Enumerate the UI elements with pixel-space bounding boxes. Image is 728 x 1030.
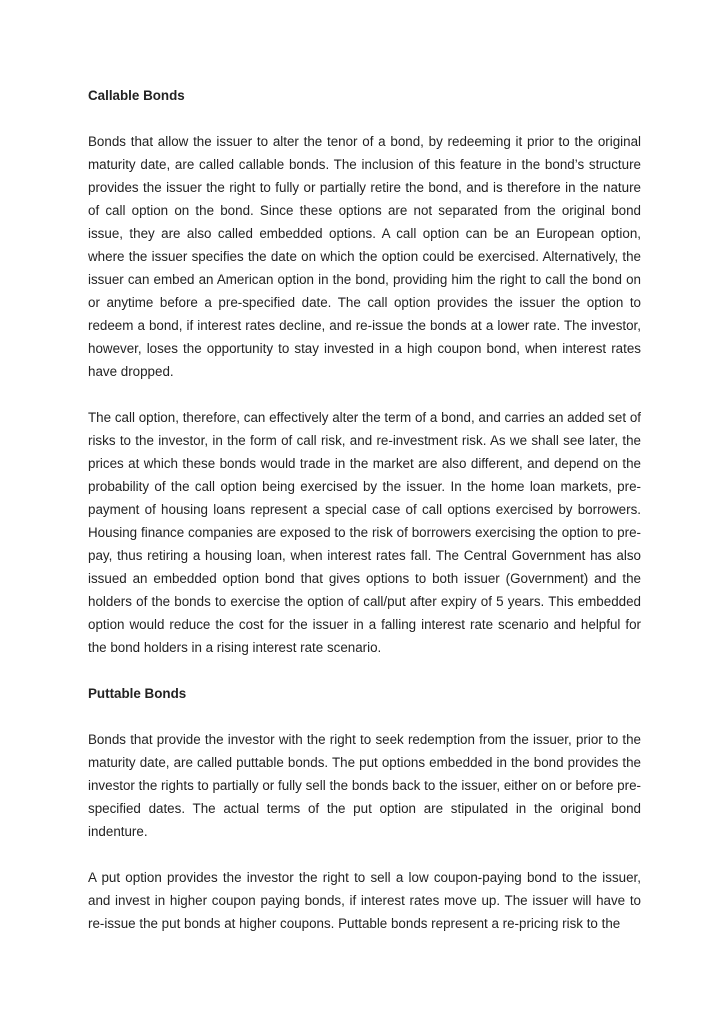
spacer (88, 705, 641, 728)
paragraph-puttable-1: Bonds that provide the investor with the right to seek redemption from the issuer, prior to the maturity date, are called puttable bonds. The put options embedded in the bond provides the investor the rights to partially or fully sell the bonds back to the issuer, either on or before pre-specified dates. The actual terms of the put option are stipulated in the original bond indenture. (88, 732, 641, 839)
spacer (88, 383, 641, 406)
spacer (88, 659, 641, 682)
spacer (88, 843, 641, 866)
paragraph-puttable-2: A put option provides the investor the right to sell a low coupon-paying bond to the issuer, and invest in higher coupon paying bonds, if interest rates move up. The issuer will have to re-issue the put bonds at higher coupons. Puttable bonds represent a re-pricing risk to the (88, 870, 641, 931)
paragraph-callable-2: The call option, therefore, can effectively alter the term of a bond, and carries an added set of risks to the investor, in the form of call risk, and re-investment risk. As we shall see later, the prices at which these bonds would trade in the market are also different, and depend on the probability of the call option being exercised by the issuer. In the home loan markets, pre-payment of housing loans represent a special case of call options exercised by borrowers. Housing finance companies are exposed to the risk of borrowers exercising the option to pre-pay, thus retiring a housing loan, when interest rates fall. The Central Government has also issued an embedded option bond that gives options to both issuer (Government) and the holders of the bonds to exercise the option of call/put after expiry of 5 years. This embedded option would reduce the cost for the issuer in a falling interest rate scenario and helpful for the bond holders in a rising interest rate scenario. (88, 410, 641, 655)
paragraph-callable-1: Bonds that allow the issuer to alter the tenor of a bond, by redeeming it prior to the original maturity date, are called callable bonds. The inclusion of this feature in the bond’s structure provides the issuer the right to fully or partially retire the bond, and is therefore in the nature of call option on the bond. Since these options are not separated from the original bond issue, they are also called embedded options. A call option can be an European option, where the issuer specifies the date on which the option could be exercised. Alternatively, the issuer can embed an American option in the bond, providing him the right to call the bond on or anytime before a pre-specified date. The call option provides the issuer the option to redeem a bond, if interest rates decline, and re-issue the bonds at a lower rate. The investor, however, loses the opportunity to stay invested in a high coupon bond, when interest rates have dropped. (88, 134, 641, 379)
spacer (88, 107, 641, 130)
section-heading-puttable-bonds: Puttable Bonds (88, 686, 187, 701)
section-heading-callable-bonds: Callable Bonds (88, 88, 185, 103)
document-body (88, 84, 641, 935)
